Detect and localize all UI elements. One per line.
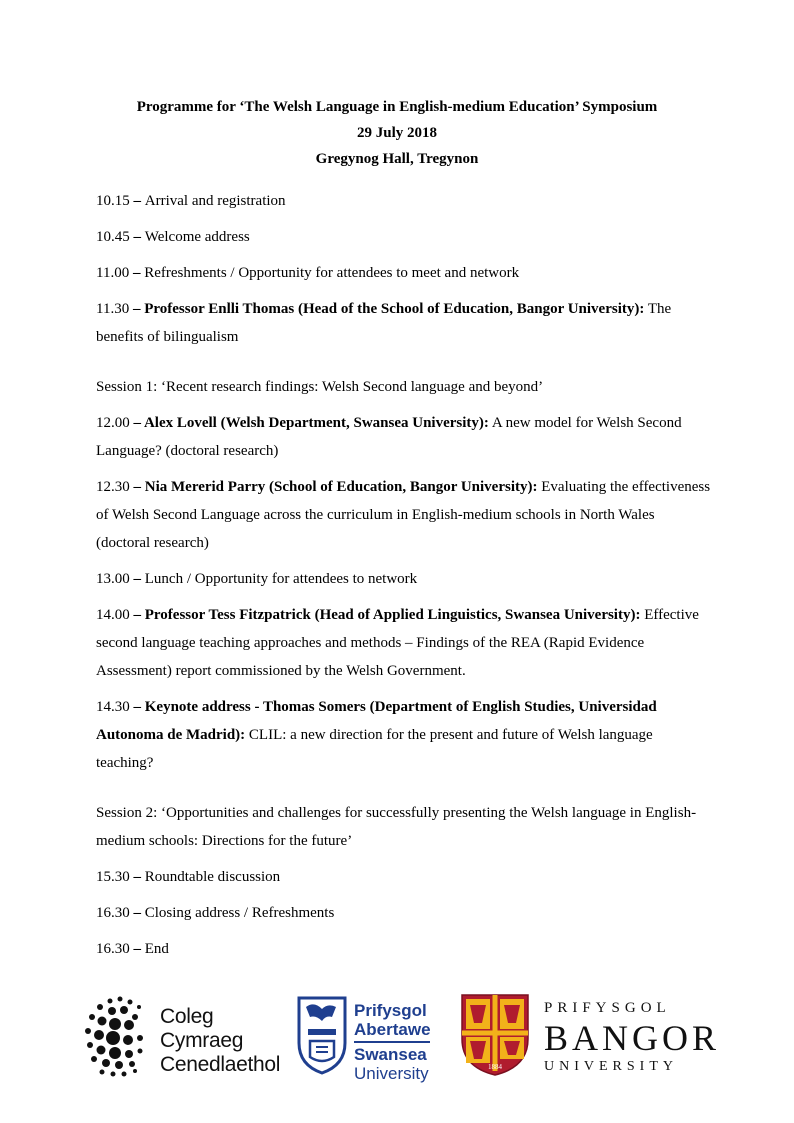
agenda-speaker: Keynote address - Thomas Somers (Department of English Studies, Universidad Autonoma de Madrid): [96,699,657,743]
coat-of-arms-icon [460,993,530,1077]
swansea-university-logo [296,995,446,1085]
bangor-line-1: PRIFYSGOL [544,1000,671,1016]
agenda-separator: – [129,301,145,317]
bangor-university-logo [460,993,720,1085]
agenda-time: 10.45 [96,229,130,245]
coleg-line-1: Coleg [160,1005,214,1028]
coleg-line-2: Cymraeg [160,1029,244,1052]
dots-icon [82,993,152,1079]
agenda-time: 10.15 [96,193,130,209]
event-date: 29 July 2018 [356,125,437,141]
event-venue: Gregynog Hall, Tregynon [315,151,479,167]
agenda-text: Evaluating the effectiveness of Welsh Second Language across the curriculum in English-medium schools in North Wales (doctoral research) [96,479,711,551]
agenda-text: The benefits of bilingualism [96,301,672,345]
agenda-item [96,409,711,465]
agenda-separator: – [129,479,145,495]
agenda-text: End [144,941,169,957]
agenda-time: 12.30 [96,479,130,495]
agenda-separator: – [129,699,145,715]
agenda-item [96,473,711,557]
agenda-separator: – [129,229,145,245]
swansea-divider [354,1041,430,1043]
agenda-time: 11.30 [96,301,130,317]
agenda-item [96,601,711,685]
agenda-time: 12.00 [96,415,130,431]
agenda-time: 16.30 [96,905,130,921]
agenda-item [96,565,711,593]
agenda-text: Lunch / Opportunity for attendees to network [144,571,418,587]
agenda-separator: – [129,265,145,281]
agenda-speaker: Professor Tess Fitzpatrick (Head of Applied Linguistics, Swansea University): [144,607,641,623]
agenda-text: Refreshments / Opportunity for attendees to meet and network [144,265,520,281]
agenda-time: 14.30 [96,699,130,715]
agenda-separator: – [129,415,144,431]
swansea-line-1: Prifysgol [354,1001,427,1020]
svg-text:1884: 1884 [488,1063,502,1071]
programme-title [0,94,794,172]
agenda-text: Welcome address [144,229,250,245]
agenda-speaker: Alex Lovell (Welsh Department, Swansea University): [143,415,489,431]
swansea-line-2: Abertawe [354,1020,431,1039]
agenda-item [96,863,711,891]
agenda-item [96,223,711,251]
agenda-separator: – [129,571,145,587]
agenda-item [96,693,711,777]
bangor-line-2: BANGOR [544,1018,721,1058]
agenda-text: Effective second language teaching approaches and methods – Findings of the REA (Rapid Evidence Assessment) report commissioned by the Welsh Government. [96,607,699,679]
swansea-line-4: University [354,1064,429,1083]
agenda-item [96,187,711,215]
coleg-cymraeg-logo [82,993,282,1083]
agenda-speaker: Professor Enlli Thomas (Head of the School of Education, Bangor University): [144,301,645,317]
agenda-item [96,259,711,287]
swansea-line-3: Swansea [354,1045,427,1064]
session-heading: Session 1: ‘Recent research findings: Welsh Second language and beyond’ [96,379,544,395]
agenda-item [96,935,711,963]
agenda-separator: – [129,905,145,921]
agenda-text: Arrival and registration [144,193,286,209]
agenda-text: CLIL: a new direction for the present and future of Welsh language teaching? [96,727,653,771]
title-line-1: Programme for ‘The Welsh Language in English-medium Education’ Symposium [136,99,658,115]
agenda-time: 13.00 [96,571,130,587]
agenda-item [96,295,711,351]
agenda-separator: – [129,193,145,209]
agenda-item [96,899,711,927]
coleg-line-3: Cenedlaethol [160,1053,281,1076]
agenda-time: 16.30 [96,941,130,957]
agenda-text: A new model for Welsh Second Language? (doctoral research) [96,415,682,459]
agenda-list [96,187,711,971]
agenda-time: 15.30 [96,869,130,885]
agenda-text: Roundtable discussion [144,869,281,885]
sponsor-logos [0,985,794,1085]
agenda-time: 14.00 [96,607,130,623]
agenda-time: 11.00 [96,265,130,281]
bangor-line-3: UNIVERSITY [544,1059,678,1074]
shield-crest-icon [296,995,348,1075]
agenda-separator: – [129,941,145,957]
session-heading: Session 2: ‘Opportunities and challenges for successfully presenting the Welsh language in English-medium schools: Directions for the future’ [96,805,697,849]
agenda-text: Closing address / Refreshments [144,905,335,921]
agenda-separator: – [129,607,145,623]
agenda-speaker: Nia Mererid Parry (School of Education, Bangor University): [144,479,538,495]
agenda-separator: – [129,869,145,885]
